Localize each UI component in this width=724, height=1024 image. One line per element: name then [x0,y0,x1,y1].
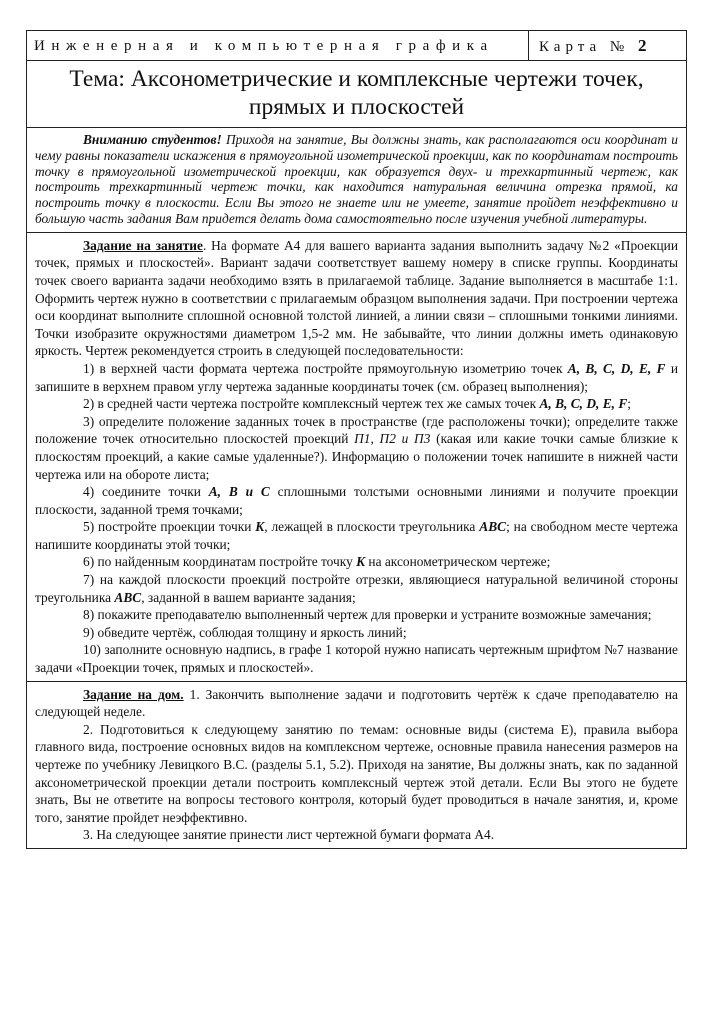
notice-paragraph [35,132,678,227]
header-row [27,31,686,61]
step-2 [35,395,678,413]
step-5-triangle: ABC [479,519,507,535]
step-3-text: 3) определите положение заданных точек в пространстве (где расположены точки); определите также положение точек относительно плоскостей проекций [35,413,678,447]
step-7-triangle: ABC [114,589,142,605]
course-title: Инженерная и компьютерная графика [27,31,529,60]
step-4-text: 4) соедините точки [83,484,209,500]
notice-text: Приходя на занятие, Вы должны знать, как располагаются оси координат и чему равны показатели искажения в прямоугольной изометрической проекции, как по координатам построить точку в прямоугольной изометрической проекции, как образуется двух- и трехкартинный чертеж, как построить трехкартинный чертеж точки, как находится натуральная величина отрезка прямой, ка построить точку в плоскости. Если Вы этого не знаете или не умеете, занятие пройдет неэффективно и большую часть задания Вам придется делать дома самостоятельно после изучения учебной литературы. [35,132,678,226]
homework-item-3: 3. На следующее занятие принести лист чертежной бумаги формата А4. [83,827,495,843]
step-8: 8) покажите преподавателю выполненный чертеж для проверки и устраните возможные замечания; [83,607,652,623]
card-number-value: 2 [637,36,647,55]
step-6 [35,553,678,571]
classwork-section [27,233,686,682]
step-6-text: 6) по найденным координатам постройте точку [83,554,357,570]
step-4-text-end: сплошными толстыми основными линиями и получите проекции плоскости, заданной тремя точками; [35,484,678,517]
card-number [529,31,686,60]
step-7 [35,571,678,606]
homework-item-1-text: 1. Закончить выполнение задачи и подготовить чертёж к сдаче преподавателю на следующей неделе. [35,686,678,720]
step-1 [35,360,678,395]
step-5-text: 5) постройте проекции точки [83,519,256,535]
step-5-point-k: K [255,519,265,535]
homework-item-1 [35,686,678,721]
step-9: 9) обведите чертёж, соблюдая толщину и яркость линий; [83,624,407,640]
step-2-points: A, B, C, D, E, F [539,396,628,412]
step-1-text: 1) в верхней части формата чертежа постройте прямоугольную изометрию точек [83,360,568,376]
homework-item-2: 2. Подготовиться к следующему занятию по темам: основные виды (система Е), правила выбора главного вида, построение основных видов на комплексном чертеже, основные правила нанесения размеров на чертеже по учебнику Левицкого В.С. (разделы 5.1, 5.2). Приходя на занятие, Вы должны знать, как по заданной аксонометрической проекции детали построить комплексный чертеж этой детали. Если Вы этого не будете знать, Вы не ответите на вопросы тестового контроля, который будет проводиться в начале занятия, и, кроме того, занятие пройдет неэффективно. [35,721,678,825]
topic-line-1: Тема: Аксонометрические и комплексные чертежи точек, [69,66,644,92]
step-4-points: А, В и С [208,484,270,500]
homework-section [27,682,686,848]
step-1-points: A, B, C, D, E, F [567,360,666,376]
step-2-text-end: ; [627,396,631,412]
classwork-label: Задание на занятие [83,237,203,253]
step-3-text-end: (какая или какие точки самые близкие к плоскостям проекций, а какие самые удаленные?). Информацию о положении точек напишите в нижней части чертежа или на обороте листа; [35,431,678,482]
step-5 [35,518,678,553]
topic-line-2: прямых и плоскостей [248,94,465,120]
assignment-card [26,30,687,849]
step-7-text-end: , заданной в вашем варианте задания; [141,589,356,605]
step-3-planes: П1, П2 и П3 [354,431,431,447]
step-2-text: 2) в средней части чертежа постройте комплексный чертеж тех же самых точек [83,396,540,412]
step-5-text-mid: , лежащей в плоскости треугольника [264,519,480,535]
homework-label: Задание на дом. [83,686,184,702]
student-notice [27,128,686,233]
step-3 [35,413,678,483]
step-1-text-end: и запишите в верхнем правом углу чертежа заданные координаты точек (см. образец выполнения); [35,360,678,394]
classwork-intro-text: . На формате А4 для вашего варианта задания выполнить задачу №2 «Проекции точек, прямых и плоскостей». Вариант задачи соответствует вашему номеру в списке группы. Координаты точек своего варианта задачи необходимо взять в прилагаемой таблице. Задание выполняется в масштабе 1:1. Оформить чертеж нужно в соответствии с прилагаемым образцом выполнения задачи. При построении чертежа оси координат выполните сплошной основной толстой линией, а линии связи – сплошными тонкими линиями. Точки изобразите окружностями диаметром 1,5-2 мм. Не забывайте, что линии должны иметь одинаковую яркость. Чертеж рекомендуется строить в следующей последовательности: [35,237,678,359]
step-5-text-end: ; на свободном месте чертежа напишите координаты этой точки; [35,519,678,552]
step-6-point-k: K [356,554,366,570]
step-10: 10) заполните основную надпись, в графе 1 которой нужно написать чертежным шрифтом №7 название задачи «Проекции точек, прямых и плоскостей». [35,642,678,676]
step-7-text: 7) на каждой плоскости проекций постройте отрезки, являющиеся натуральной величиной стороны треугольника [35,572,678,605]
step-4 [35,483,678,518]
classwork-intro [35,237,678,360]
notice-lead: Вниманию студентов! [83,132,222,147]
step-6-text-end: на аксонометрическом чертеже; [365,554,551,570]
topic-title [27,61,686,128]
card-label: Карта № [539,39,630,55]
